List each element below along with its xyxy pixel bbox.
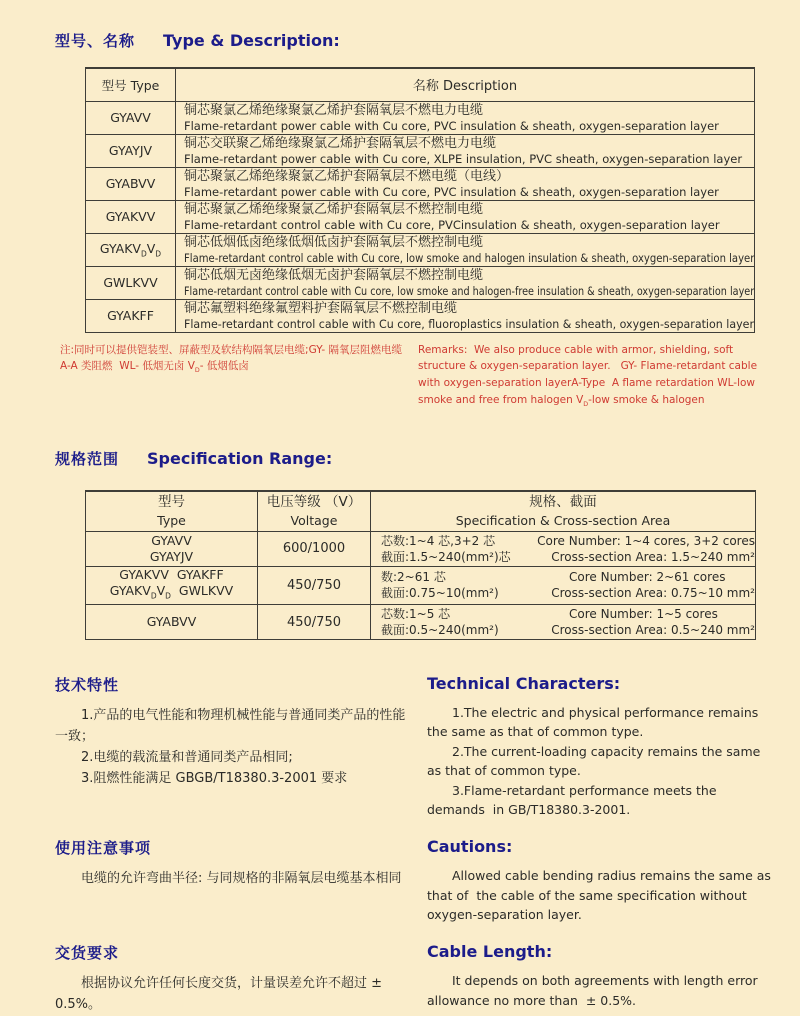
cable-type: GYAKFF (86, 299, 176, 332)
table-row (86, 200, 755, 233)
column-header-spec: 规格、截面 Specification & Cross-section Area (371, 491, 756, 531)
description-en: Flame-retardant control cable with Cu core, fluoroplastics insulation & sheath, oxygen-separation layer (184, 316, 755, 331)
cable-description (176, 233, 755, 266)
tech-item-cn: 2.电缆的载流量和普通同类产品相同; (81, 750, 293, 766)
voltage-rating: 450/750 (258, 566, 371, 605)
block-title-cn: 使用注意事项 (55, 839, 152, 858)
description-en: Flame-retardant power cable with Cu core, XLPE insulation, PVC sheath, oxygen-separation layer (184, 151, 743, 166)
spec-en: Cross-section Area: 1.5~240 mm² (551, 549, 755, 564)
column-header-type: 型号 Type (86, 68, 176, 101)
cable-description (176, 200, 755, 233)
cable-description (176, 134, 755, 167)
cable-type: GWLKVV (86, 266, 176, 299)
description-en: Flame-retardant control cable with Cu core, PVCinsulation & sheath, oxygen-separation layer (184, 217, 720, 232)
remarks-en: Remarks: We also produce cable with armor, shielding, soft structure & oxygen-separation layer. GY- Flame-retardant cable with oxygen-separation layerA-Type A flame retardation WL-low smoke and free from halogen $V_D$-low smoke & halogen (418, 343, 761, 408)
cable-types: GYABVV (86, 605, 258, 640)
description-cn: 铜芯聚氯乙烯绝缘聚氯乙烯护套隔氧层不燃电力电缆 (184, 102, 484, 118)
delivery-body-cn: 根据协议允许任何长度交货，计量误差允许不超过 ± 0.5%。 (55, 976, 387, 1013)
spec-cn: 数:2~61 芯 (381, 570, 446, 585)
column-header-voltage: 电压等级 （V） Voltage (258, 491, 371, 531)
spec-cross-section (371, 531, 756, 566)
spec-cross-section (371, 566, 756, 605)
block-title-en: Cable Length: (427, 942, 553, 962)
cable-type: GYAVV (86, 101, 176, 134)
cautions-en (427, 837, 773, 924)
spec-cn: 芯数:1~4 芯,3+2 芯 (381, 533, 496, 548)
cable-description (176, 266, 755, 299)
spec-en: Core Number: 1~5 cores (569, 607, 718, 622)
tech-item-en: 2.The current-loading capacity remains the same as that of common type. (427, 743, 765, 779)
cable-types: GYAKVV GYAKFF $GYAKV_DV_D$ GWLKVV (86, 566, 258, 605)
table-row (86, 605, 756, 640)
spec-en: Cross-section Area: 0.75~10 mm² (551, 586, 755, 601)
delivery-cn (55, 942, 407, 1015)
table-row (86, 299, 755, 332)
table-row (86, 233, 755, 266)
spec-cn: 芯数:1~5 芯 (381, 607, 451, 622)
cable-description (176, 299, 755, 332)
description-en: Flame-retardant control cable with Cu core, low smoke and halogen insulation & sheath, oxygen-separation layer (184, 250, 755, 265)
table-header-row (86, 491, 756, 531)
block-title-cn: 交货要求 (55, 944, 120, 963)
bottom-sections (55, 674, 800, 1015)
description-cn: 铜芯低烟无卤绝缘低烟无卤护套隔氧层不燃控制电缆 (184, 267, 484, 283)
description-cn: 铜芯低烟低卤绝缘低烟低卤护套隔氧层不燃控制电缆 (184, 234, 484, 250)
cable-description (176, 101, 755, 134)
table-row (86, 266, 755, 299)
section-title-cn: 型号、名称 (55, 32, 136, 50)
section-type-description-heading (55, 0, 800, 51)
cable-description (176, 167, 755, 200)
table-row (86, 167, 755, 200)
section-title-cn: 规格范围 (55, 450, 120, 469)
voltage-rating: 450/750 (258, 605, 371, 640)
table-row (86, 134, 755, 167)
tech-item-cn: 1.产品的电气性能和物理机械性能与普通同类产品的性能一致； (55, 708, 406, 745)
block-title-en: Cautions: (427, 837, 513, 857)
cautions-body-en: Allowed cable bending radius remains the same as that of the cable of the same specification without oxygen-separation layer. (427, 868, 775, 923)
cable-type: GYAYJV (86, 134, 176, 167)
description-en: Flame-retardant control cable with Cu core, low smoke and halogen-free insulation & sheath, oxygen-separation layer (184, 283, 755, 298)
tech-item-cn: 3.阻燃性能满足 GBGB/T18380.3-2001 要求 (81, 771, 348, 787)
cable-length-en (427, 942, 773, 1015)
table-row (86, 101, 755, 134)
voltage-rating: 600/1000 (258, 531, 371, 566)
spec-cross-section (371, 605, 756, 640)
spec-en: Core Number: 1~4 cores, 3+2 cores (537, 533, 755, 548)
remarks-block (60, 342, 800, 411)
spec-en: Core Number: 2~61 cores (569, 570, 726, 585)
table-header-row (86, 68, 755, 101)
description-en: Flame-retardant power cable with Cu core, PVC insulation & sheath, oxygen-separation layer (184, 184, 719, 199)
technical-characters-en (427, 674, 773, 819)
spec-cn: 截面:1.5~240(mm²)芯 (381, 549, 511, 564)
description-cn: 铜芯聚氯乙烯绝缘聚氯乙烯护套隔氧层不燃控制电缆 (184, 201, 484, 217)
description-cn: 铜芯氟塑料绝缘氟塑料护套隔氧层不燃控制电缆 (184, 300, 458, 316)
cautions-body-cn: 电缆的允许弯曲半径: 与同规格的非隔氧层电缆基本相同 (81, 871, 402, 887)
column-header-type: 型号 Type (86, 491, 258, 531)
cable-type: GYABVV (86, 167, 176, 200)
tech-item-en: 1.The electric and physical performance remains the same as that of common type. (427, 705, 763, 740)
table-row (86, 566, 756, 605)
cable-type: $GYAKV_DV_D$ (86, 233, 176, 266)
table-row (86, 531, 756, 566)
cable-length-body-en: It depends on both agreements with length error allowance no more than ± 0.5%. (427, 973, 762, 1008)
spec-en: Cross-section Area: 0.5~240 mm² (551, 623, 755, 638)
description-cn: 铜芯聚氯乙烯绝缘聚氯乙烯护套隔氧层不燃电缆（电线） (184, 168, 510, 184)
description-en: Flame-retardant power cable with Cu core, PVC insulation & sheath, oxygen-separation layer (184, 118, 719, 133)
description-cn: 铜芯交联聚乙烯绝缘聚氯乙烯护套隔氧层不燃电力电缆 (184, 135, 497, 151)
type-description-table (85, 67, 755, 333)
spec-cn: 截面:0.75~10(mm²) (381, 586, 499, 601)
block-title-en: Technical Characters: (427, 674, 621, 694)
technical-characters-cn (55, 674, 407, 819)
column-header-description: 名称 Description (176, 68, 755, 101)
section-title-en: Type & Description: (163, 31, 340, 50)
section-title-en: Specification Range: (147, 449, 333, 469)
cable-type: GYAKVV (86, 200, 176, 233)
specification-range-table (85, 490, 756, 640)
remarks-cn: 注:同时可以提供铠装型、屏蔽型及软结构隔氧层电缆;GY- 隔氧层阻燃电缆 A-A 类阻燃 WL- 低烟无卤 $V_D-$ 低烟低卤 (60, 343, 406, 375)
cautions-cn (55, 837, 407, 924)
block-title-cn: 技术特性 (55, 676, 120, 695)
spec-cn: 截面:0.5~240(mm²) (381, 623, 499, 638)
cable-types: GYAVV GYAYJV (86, 531, 258, 566)
tech-item-en: 3.Flame-retardant performance meets the demands in GB/T18380.3-2001. (427, 782, 721, 817)
section-specification-range-heading (55, 448, 800, 469)
